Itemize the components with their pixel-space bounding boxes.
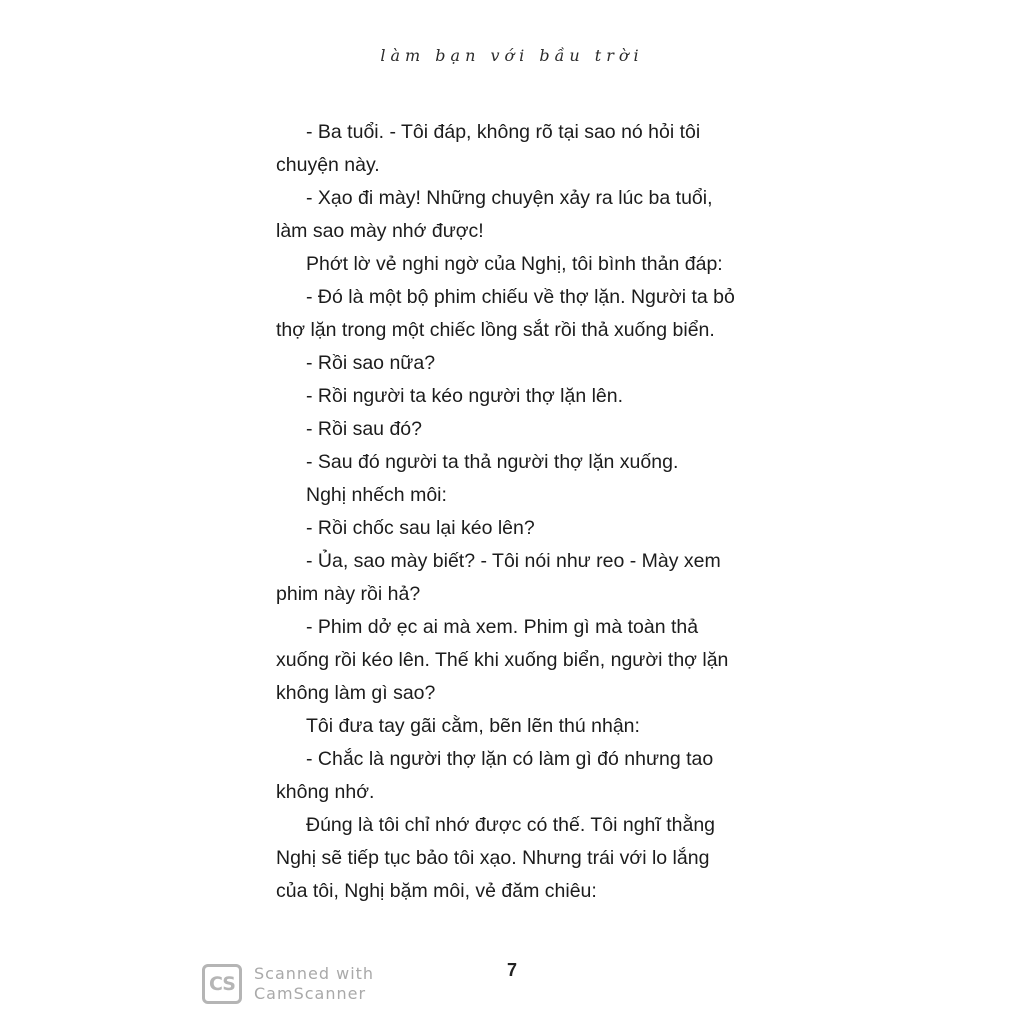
paragraph: - Ủa, sao mày biết? - Tôi nói như reo - Mày xem phim này rồi hả? xyxy=(276,550,721,605)
running-header: làm bạn với bầu trời xyxy=(380,46,644,65)
paragraph: - Chắc là người thợ lặn có làm gì đó nhưng tao không nhớ. xyxy=(276,748,714,803)
paragraph: - Ba tuổi. - Tôi đáp, không rõ tại sao nó hỏi tôi chuyện này. xyxy=(276,121,701,176)
paragraph: Đúng là tôi chỉ nhớ được có thế. Tôi nghĩ thằng Nghị sẽ tiếp tục bảo tôi xạo. Nhưng trái với lo lắng của tôi, Nghị bặm môi, vẻ đăm chiêu: xyxy=(276,814,716,902)
page-number: 7 xyxy=(506,960,517,980)
camscanner-logo-icon: CS xyxy=(202,964,242,1004)
paragraph: - Rồi người ta kéo người thợ lặn lên. xyxy=(306,385,624,407)
watermark-line-2: CamScanner xyxy=(254,984,367,1003)
paragraph: - Xạo đi mày! Những chuyện xảy ra lúc ba tuổi, làm sao mày nhớ được! xyxy=(276,187,713,242)
watermark-line-1: Scanned with xyxy=(254,964,375,983)
paragraph: - Sau đó người ta thả người thợ lặn xuống. xyxy=(306,451,679,473)
paragraph: Nghị nhếch môi: xyxy=(306,484,447,506)
paragraph: - Rồi sao nữa? xyxy=(306,352,436,374)
paragraph: - Rồi chốc sau lại kéo lên? xyxy=(306,517,535,539)
page-body xyxy=(276,116,746,908)
paragraph: Tôi đưa tay gãi cằm, bẽn lẽn thú nhận: xyxy=(306,715,640,737)
paragraph: - Rồi sau đó? xyxy=(306,418,422,440)
paragraph: - Phim dở ẹc ai mà xem. Phim gì mà toàn thả xuống rồi kéo lên. Thế khi xuống biển, người thợ lặn không làm gì sao? xyxy=(276,616,729,704)
paragraph: - Đó là một bộ phim chiếu về thợ lặn. Người ta bỏ thợ lặn trong một chiếc lồng sắt rồi thả xuống biển. xyxy=(276,286,735,341)
paragraph: Phớt lờ vẻ nghi ngờ của Nghị, tôi bình thản đáp: xyxy=(306,253,723,275)
camscanner-watermark xyxy=(202,964,374,1004)
watermark-text xyxy=(254,964,374,1004)
